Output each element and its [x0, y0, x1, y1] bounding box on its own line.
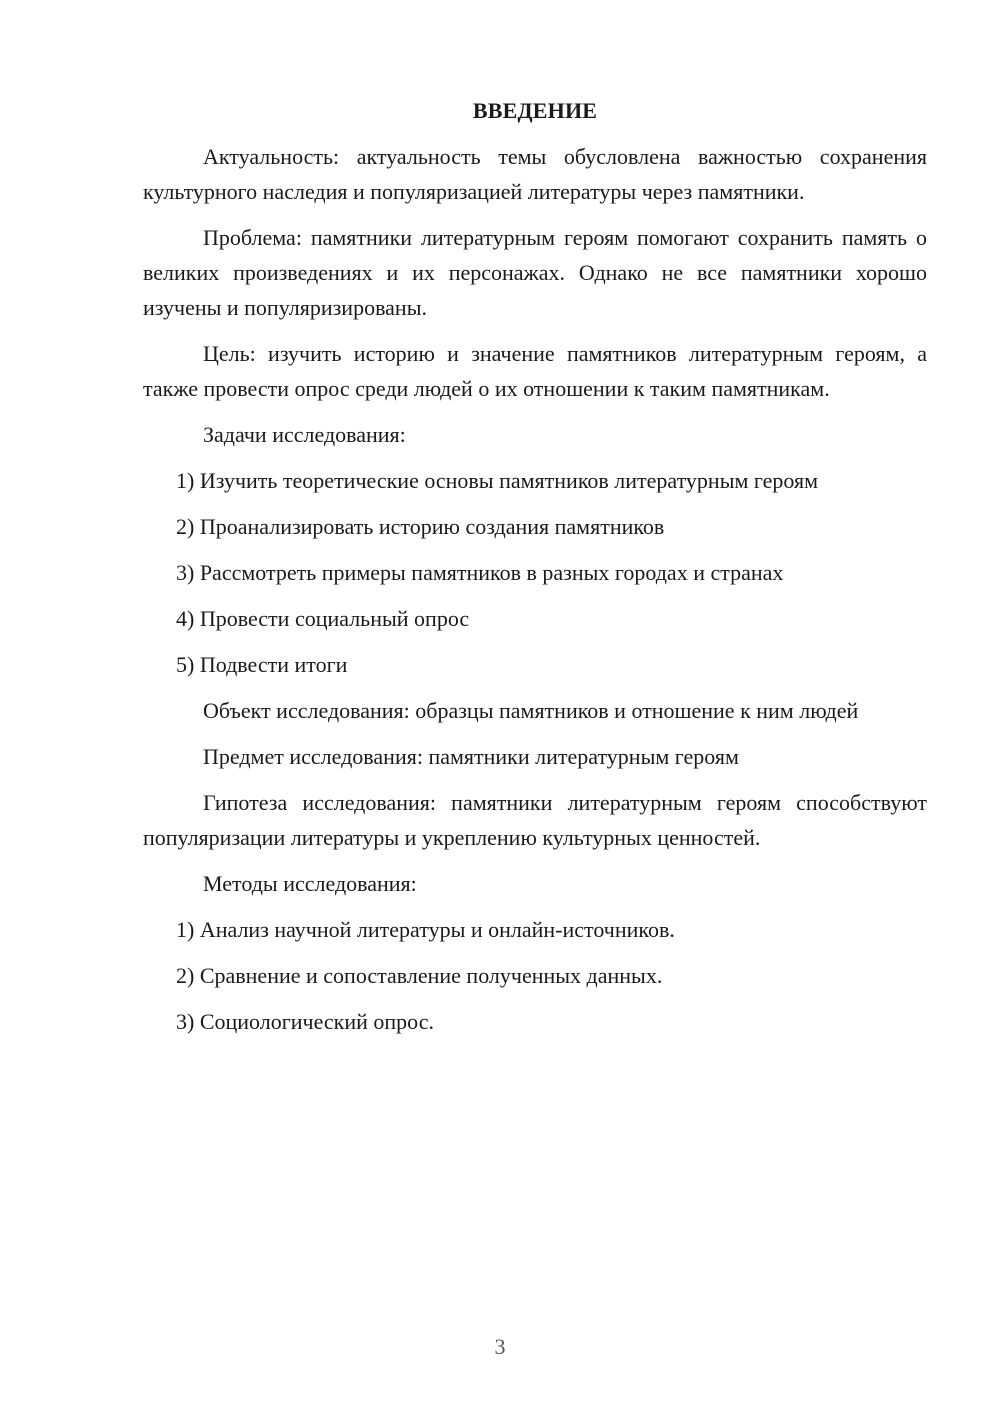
- object-paragraph: Объект исследования: образцы памятников и отношение к ним людей: [203, 698, 859, 723]
- tasks-list: [143, 463, 927, 682]
- method-item: 3) Социологический опрос.: [176, 1009, 434, 1034]
- method-item: 1) Анализ научной литературы и онлайн-источников.: [176, 917, 675, 942]
- task-item: 1) Изучить теоретические основы памятников литературным героям: [176, 468, 819, 493]
- hypothesis-paragraph: Гипотеза исследования: памятники литературным героям способствуют популяризации литературы и укреплению культурных ценностей.: [143, 790, 927, 850]
- section-heading: ВВЕДЕНИЕ: [472, 98, 598, 123]
- subject-paragraph: Предмет исследования: памятники литературным героям: [203, 744, 739, 769]
- document-body: [143, 93, 927, 1050]
- page-number: 3: [494, 1334, 506, 1359]
- goal-paragraph: Цель: изучить историю и значение памятников литературным героям, а также провести опрос среди людей о их отношении к таким памятникам.: [143, 341, 927, 401]
- methods-list: [143, 912, 927, 1039]
- task-item: 4) Провести социальный опрос: [176, 606, 470, 631]
- tasks-label: Задачи исследования:: [203, 422, 406, 447]
- methods-label: Методы исследования:: [203, 871, 417, 896]
- task-item: 3) Рассмотреть примеры памятников в разных городах и странах: [176, 560, 784, 585]
- task-item: 2) Проанализировать историю создания памятников: [176, 514, 665, 539]
- relevance-paragraph: Актуальность: актуальность темы обусловлена важностью сохранения культурного наследия и популяризацией литературы через памятники.: [143, 144, 927, 204]
- method-item: 2) Сравнение и сопоставление полученных данных.: [176, 963, 663, 988]
- problem-paragraph: Проблема: памятники литературным героям помогают сохранить память о великих произведениях и их персонажах. Однако не все памятники хорошо изучены и популяризированы.: [143, 225, 927, 320]
- task-item: 5) Подвести итоги: [176, 652, 348, 677]
